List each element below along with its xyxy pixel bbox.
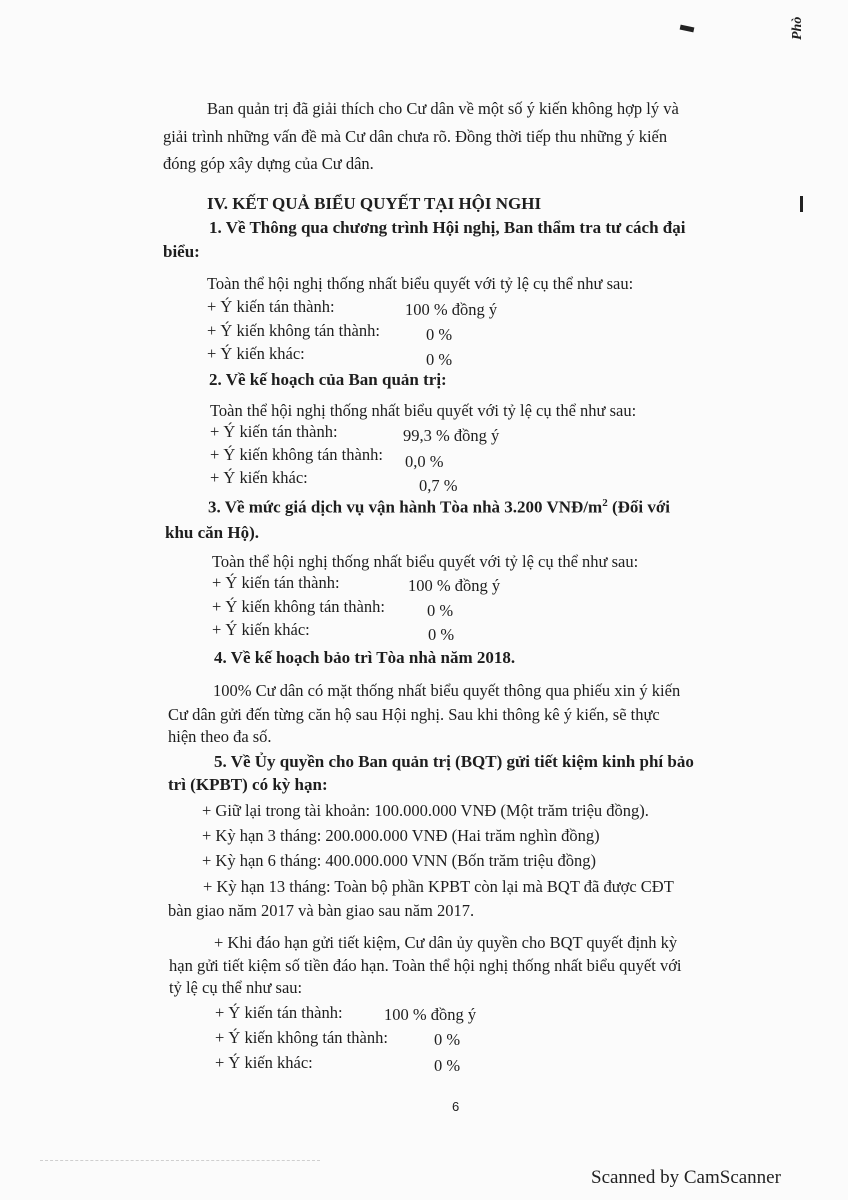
s5-line-1: + Giữ lại trong tài khoản: 100.000.000 VNĐ (Một trăm triệu đồng). — [202, 801, 649, 820]
s3-heading-1 — [208, 497, 670, 518]
s3-heading-superscript: 2 — [602, 497, 608, 509]
s5-line-7: hạn gửi tiết kiệm số tiền đáo hạn. Toàn thể hội nghị thống nhất biểu quyết với — [169, 956, 682, 975]
intro-line-1: Ban quản trị đã giải thích cho Cư dân về một số ý kiến không hợp lý và — [207, 99, 679, 118]
s5-approve-label: + Ý kiến tán thành: — [215, 1003, 343, 1022]
s3-other-label: + Ý kiến khác: — [212, 620, 310, 639]
s3-reject-value: 0 % — [427, 601, 454, 620]
s5-line-5: bàn giao năm 2017 và bàn giao sau năm 2017. — [168, 901, 475, 920]
s5-heading-2: trì (KPBT) có kỳ hạn: — [168, 775, 328, 794]
s5-line-6: + Khi đáo hạn gửi tiết kiệm, Cư dân ủy quyền cho BQT quyết định kỳ — [214, 933, 678, 952]
s1-approve-label: + Ý kiến tán thành: — [207, 297, 335, 316]
s2-approve-label: + Ý kiến tán thành: — [210, 422, 338, 441]
s5-other-label: + Ý kiến khác: — [215, 1053, 313, 1072]
scan-corner-mark — [680, 25, 695, 33]
s2-approve-value: 99,3 % đồng ý — [403, 426, 500, 445]
s4-line-2: Cư dân gửi đến từng căn hộ sau Hội nghị. Sau khi thông kê ý kiến, sẽ thực — [168, 705, 660, 724]
s3-other-value: 0 % — [428, 625, 455, 644]
s1-heading-1: 1. Về Thông qua chương trình Hội nghị, Ban thẩm tra tư cách đại — [209, 218, 686, 237]
s3-approve-value: 100 % đồng ý — [408, 576, 501, 595]
s5-other-value: 0 % — [434, 1056, 461, 1075]
s5-reject-value: 0 % — [434, 1030, 461, 1049]
s5-line-4: + Kỳ hạn 13 tháng: Toàn bộ phần KPBT còn lại mà BQT đã được CĐT — [203, 877, 674, 896]
s5-line-2: + Kỳ hạn 3 tháng: 200.000.000 VNĐ (Hai trăm nghìn đồng) — [202, 826, 600, 845]
s3-intro: Toàn thể hội nghị thống nhất biểu quyết với tỷ lệ cụ thể như sau: — [212, 552, 639, 571]
s3-approve-label: + Ý kiến tán thành: — [212, 573, 340, 592]
s4-line-3: hiện theo đa số. — [168, 727, 272, 746]
s2-reject-label: + Ý kiến không tán thành: — [210, 445, 383, 464]
s1-other-label: + Ý kiến khác: — [207, 344, 305, 363]
s1-intro: Toàn thể hội nghị thống nhất biểu quyết với tỷ lệ cụ thể như sau: — [207, 274, 634, 293]
s2-heading: 2. Về kế hoạch của Ban quản trị: — [209, 370, 447, 389]
s2-reject-value: 0,0 % — [405, 452, 444, 471]
s1-approve-value: 100 % đồng ý — [405, 300, 498, 319]
s4-line-1: 100% Cư dân có mặt thống nhất biểu quyết thông qua phiếu xin ý kiến — [213, 681, 681, 700]
side-cropped-text: Phò — [790, 16, 805, 40]
s5-approve-value: 100 % đồng ý — [384, 1005, 477, 1024]
scanner-watermark: Scanned by CamScanner — [591, 1167, 781, 1188]
scan-bottom-artifact — [40, 1160, 320, 1161]
s2-other-label: + Ý kiến khác: — [210, 468, 308, 487]
s2-intro: Toàn thể hội nghị thống nhất biểu quyết với tỷ lệ cụ thể như sau: — [210, 401, 637, 420]
s1-other-value: 0 % — [426, 350, 453, 369]
s5-heading-1: 5. Về Ủy quyền cho Ban quản trị (BQT) gửi tiết kiệm kinh phí bảo — [214, 752, 694, 771]
intro-line-2: giải trình những vấn đề mà Cư dân chưa rõ. Đồng thời tiếp thu những ý kiến — [163, 127, 668, 146]
s3-reject-label: + Ý kiến không tán thành: — [212, 597, 385, 616]
s3-heading-2: khu căn Hộ). — [165, 523, 259, 542]
s1-heading-2: biểu: — [163, 242, 200, 261]
s3-heading-text: 3. Về mức giá dịch vụ vận hành Tòa nhà 3.200 VNĐ/m — [208, 497, 603, 517]
s4-heading: 4. Về kế hoạch bảo trì Tòa nhà năm 2018. — [214, 648, 516, 667]
s2-other-value: 0,7 % — [419, 476, 458, 495]
intro-line-3: đóng góp xây dựng của Cư dân. — [163, 154, 374, 173]
section-title: IV. KẾT QUẢ BIỂU QUYẾT TẠI HỘI NGHI — [207, 194, 542, 213]
s1-reject-value: 0 % — [426, 325, 453, 344]
s5-line-3: + Kỳ hạn 6 tháng: 400.000.000 VNN (Bốn trăm triệu đồng) — [202, 851, 596, 870]
s3-heading-text-end: (Đối với — [607, 497, 671, 517]
scan-edge-mark — [800, 196, 803, 212]
s5-line-8: tỷ lệ cụ thể như sau: — [169, 978, 303, 997]
s1-reject-label: + Ý kiến không tán thành: — [207, 321, 380, 340]
page-number: 6 — [452, 1099, 460, 1114]
s5-reject-label: + Ý kiến không tán thành: — [215, 1028, 388, 1047]
